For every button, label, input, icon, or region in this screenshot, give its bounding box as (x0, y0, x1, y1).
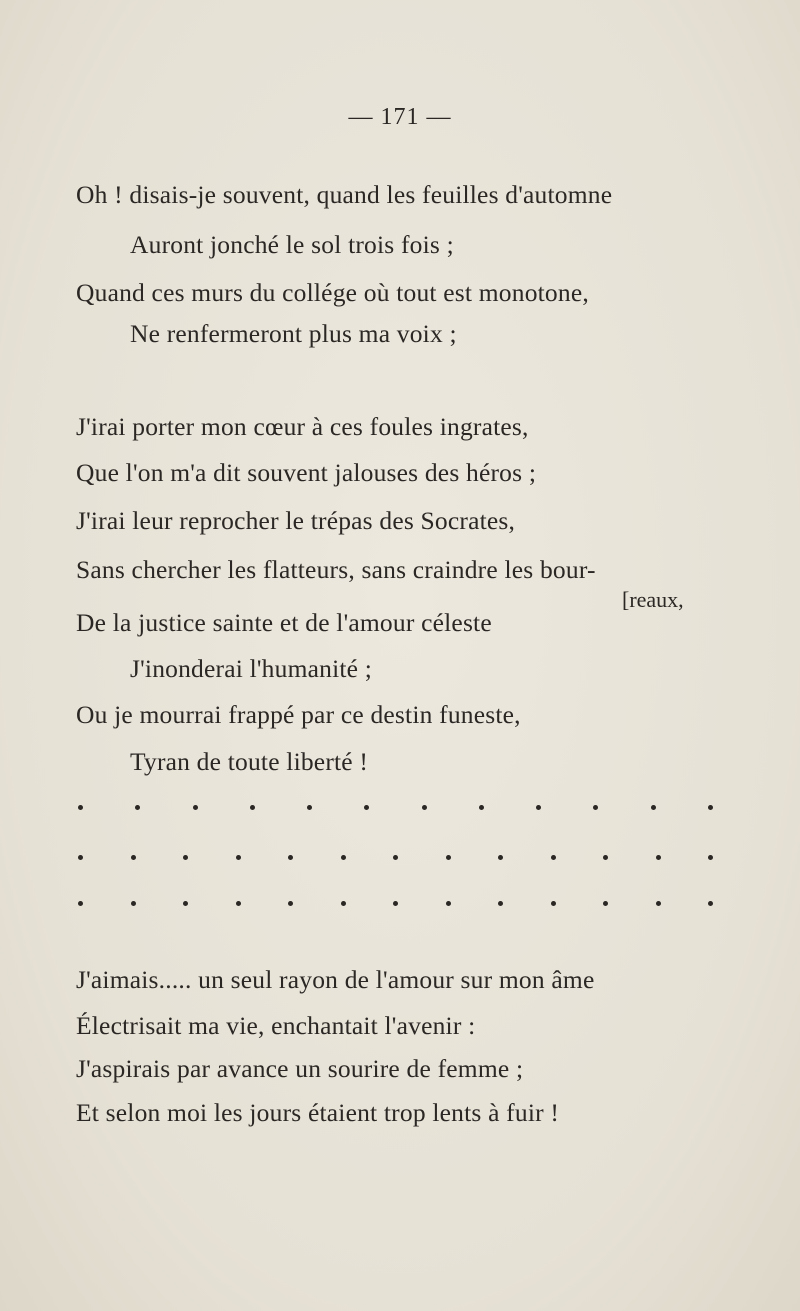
page-number: — 171 — (348, 104, 452, 130)
verse-line: Sans chercher les flatteurs, sans craindre les bour- (76, 555, 596, 584)
verse-line: J'aspirais par avance un sourire de femme ; (76, 1054, 524, 1083)
verse-line: Quand ces murs du collége où tout est monotone, (76, 278, 589, 307)
verse-line: Auront jonché le sol trois fois ; (130, 230, 454, 259)
verse-line: Tyran de toute liberté ! (130, 747, 369, 776)
verse-line: J'irai leur reprocher le trépas des Socrates, (76, 506, 516, 535)
ellipsis-dots-row (78, 893, 713, 913)
verse-line: Et selon moi les jours étaient trop lents à fuir ! (76, 1098, 560, 1127)
verse-line-continuation: [reaux, (622, 587, 684, 612)
verse-line: De la justice sainte et de l'amour céleste (76, 608, 492, 637)
verse-line: Ne renfermeront plus ma voix ; (130, 319, 457, 348)
verse-line: J'irai porter mon cœur à ces foules ingrates, (76, 412, 529, 441)
verse-line: Que l'on m'a dit souvent jalouses des héros ; (76, 458, 537, 487)
ellipsis-dots-row (78, 847, 713, 867)
verse-line: Oh ! disais-je souvent, quand les feuilles d'automne (76, 180, 613, 209)
verse-line: Électrisait ma vie, enchantait l'avenir : (76, 1011, 476, 1040)
verse-line: J'aimais..... un seul rayon de l'amour sur mon âme (76, 965, 595, 994)
verse-line: Ou je mourrai frappé par ce destin funeste, (76, 700, 521, 729)
ellipsis-dots-row (78, 797, 713, 817)
verse-line: J'inonderai l'humanité ; (130, 654, 373, 683)
